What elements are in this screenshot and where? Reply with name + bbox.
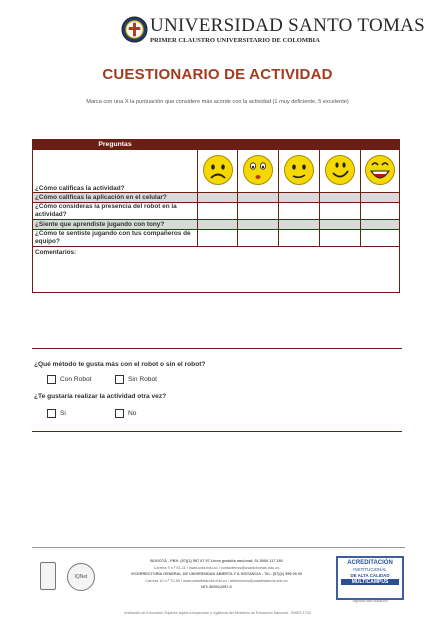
method-question: ¿Qué método te gusta más con el robot o sin el robot? [34, 361, 206, 368]
university-subtitle: PRIMER CLAUSTRO UNIVERSITARIO DE COLOMBIA [150, 37, 320, 44]
option-no[interactable] [115, 409, 136, 418]
accreditation-title: ACREDITACIÓN [347, 560, 393, 566]
option-label: Sin Robot [128, 376, 157, 383]
footer-line-4: Carrera 10 n.º 72-50 / www.ustadistancia.edu.co / admisiones@ustadistancia.edu.co [145, 578, 288, 583]
rating-cell[interactable] [361, 203, 400, 220]
footer-divider [32, 547, 405, 548]
rating-cell[interactable] [238, 220, 279, 230]
iqnet-cert-icon [67, 563, 95, 591]
rating-cell[interactable] [279, 230, 320, 247]
rating-4-header [320, 150, 361, 193]
rating-3-header [279, 150, 320, 193]
rating-cell[interactable] [238, 193, 279, 203]
footer-line-1: BOGOTÁ - PBX: (57)(1) 587 87 97 Línea gratuita nacional: 01 8000 117 180 [150, 559, 283, 563]
question-1: ¿Cómo calificas la actividad? [33, 150, 198, 193]
accreditation-note: Vigilada MinEducación [352, 599, 388, 603]
footer-contact [104, 558, 329, 591]
rating-cell[interactable] [320, 230, 361, 247]
rating-cell[interactable] [198, 203, 238, 220]
footer-line-2: Carrera 9 n.º 51-11 / www.usta.edu.co / contactenos@usantotomas.edu.co [153, 565, 280, 570]
question-4: ¿Siente que aprendiste jugando con tony? [33, 220, 198, 230]
university-seal-icon [121, 16, 148, 43]
rating-cell[interactable] [279, 203, 320, 220]
option-si[interactable] [47, 409, 66, 418]
rating-cell[interactable] [320, 203, 361, 220]
repeat-question: ¿Te gustaría realizar la actividad otra vez? [34, 393, 167, 400]
rating-cell[interactable] [198, 193, 238, 203]
rating-cell[interactable] [361, 220, 400, 230]
page-title: CUESTIONARIO DE ACTIVIDAD [102, 66, 333, 83]
accreditation-sub3: MULTICAMPUS [341, 579, 399, 585]
rating-cell[interactable] [198, 220, 238, 230]
checkbox[interactable] [115, 409, 124, 418]
question-5: ¿Cómo te sentiste jugando con tus compañeros de equipo? [33, 230, 198, 247]
rating-cell[interactable] [279, 193, 320, 203]
university-name: UNIVERSIDAD SANTO TOMAS [150, 15, 426, 36]
rating-cell[interactable] [320, 220, 361, 230]
option-label: No [128, 410, 137, 417]
footer-line-3: VICERRECTORÍA GENERAL DE UNIVERSIDAD ABIERTA Y A DISTANCIA - Tel.: (57)(1) 595 00 00 [130, 572, 303, 576]
letterhead [0, 12, 435, 52]
rating-cell[interactable] [361, 230, 400, 247]
rating-cell[interactable] [361, 193, 400, 203]
instructions-text: Marca con una X la puntuación que considere más acorde con la actividad (1 muy deficiente, 5 excelente) [86, 99, 349, 105]
accreditation-badge [336, 556, 404, 600]
neutral-face-icon [283, 154, 315, 186]
survey-table [32, 139, 399, 293]
quality-cert-icon [40, 562, 56, 590]
checkbox[interactable] [47, 409, 56, 418]
questions-header: Preguntas [33, 140, 198, 150]
method-section [32, 348, 402, 432]
option-sin-robot[interactable] [115, 375, 157, 384]
checkbox[interactable] [115, 375, 124, 384]
rating-1-header [198, 150, 238, 193]
rating-cell[interactable] [320, 193, 361, 203]
rating-5-header [361, 150, 400, 193]
smile-face-icon [324, 154, 356, 186]
checkbox[interactable] [47, 375, 56, 384]
rating-2-header [238, 150, 279, 193]
question-3: ¿Cómo consideras la presencia del robot en la actividad? [33, 203, 198, 220]
rating-cell[interactable] [238, 230, 279, 247]
accreditation-sub2: DE ALTA CALIDAD [350, 572, 390, 578]
option-con-robot[interactable] [47, 375, 92, 384]
very-sad-face-icon [202, 154, 234, 186]
option-label: Con Robot [60, 376, 92, 383]
rating-cell[interactable] [238, 203, 279, 220]
comments-field[interactable] [33, 247, 400, 293]
rating-cell[interactable] [279, 220, 320, 230]
option-label: Si [60, 410, 66, 417]
comments-label: Comentarios: [35, 249, 77, 256]
worried-face-icon [242, 154, 274, 186]
rating-cell[interactable] [198, 230, 238, 247]
accreditation-sub1: INSTITUCIONAL [353, 567, 387, 572]
question-2: ¿Cómo calificas la aplicación en el celular? [33, 193, 198, 203]
big-smile-face-icon [364, 154, 396, 186]
cert-label: IQNet [74, 574, 88, 580]
footer-line-5: NIT: 860012357-6 [201, 585, 232, 589]
institution-note: Institución de Educación Superior sujeta a inspección y vigilancia del Ministerio de Educación Nacional - SNIES 1704 [124, 611, 311, 615]
